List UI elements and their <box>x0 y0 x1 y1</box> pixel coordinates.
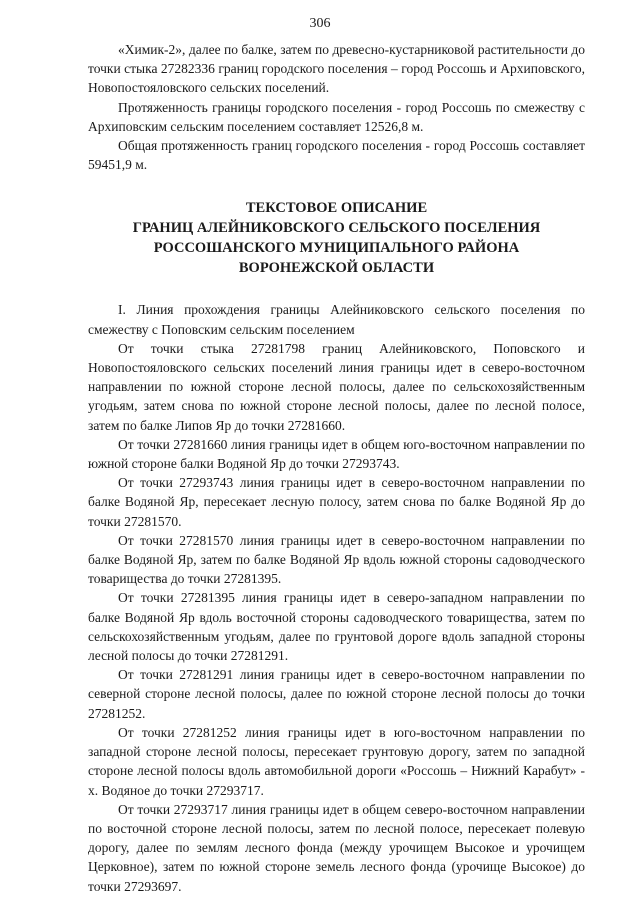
document-title <box>88 198 585 278</box>
intro-paragraph: «Химик-2», далее по балке, затем по древесно-кустарниковой растительности до точки стыка 27282336 границ городского поселения – город Россошь и Архиповского, Новопостояловского сельских поселений. <box>88 42 585 96</box>
section-heading: I. Линия прохождения границы Алейниковского сельского поселения по смежеству с Поповским сельским поселением <box>88 302 585 337</box>
title-line: ТЕКСТОВОЕ ОПИСАНИЕ <box>245 200 428 217</box>
title-line: РОССОШАНСКОГО МУНИЦИПАЛЬНОГО РАЙОНА <box>153 240 520 257</box>
body-paragraph: От точки 27281291 линия границы идет в северо-восточном направлении по северной стороне лесной полосы, далее по южной стороне лесной полосы до точки 27281252. <box>88 667 585 721</box>
document-body <box>88 40 585 896</box>
body-paragraph: От точки 27281395 линия границы идет в северо-западном направлении по балке Водяной Яр вдоль восточной стороны садоводческого товарищества, затем по сельскохозяйственным угодьям, далее по грунтовой дороге вдоль западной стороны лесной полосы до точки 27281291. <box>88 590 585 664</box>
intro-paragraph: Протяженность границы городского поселения - город Россошь по смежеству с Архиповским сельским поселением составляет 12526,8 м. <box>88 99 585 134</box>
title-line: ГРАНИЦ АЛЕЙНИКОВСКОГО СЕЛЬСКОГО ПОСЕЛЕНИЯ <box>132 220 541 237</box>
body-paragraph: От точки 27281570 линия границы идет в северо-восточном направлении по балке Водяной Яр, затем по балке Водяной Яр вдоль южной стороны садоводческого товарищества до точки 27281395. <box>88 532 585 587</box>
body-paragraph: От точки стыка 27281798 границ Алейниковского, Поповского и Новопостояловского сельских поселений линия границы идет в северо-восточном направлении по южной стороне лесной полосы, далее по сельскохозяйственным угодьям, затем снова по южной стороне лесной полосы, далее по лесной полосе, затем по балке Липов Яр до точки 27281660. <box>88 340 585 433</box>
body-paragraph: От точки 27281660 линия границы идет в общем юго-восточном направлении по южной стороне балки Водяной Яр до точки 27293743. <box>88 436 585 472</box>
title-line: ВОРОНЕЖСКОЙ ОБЛАСТИ <box>238 260 435 277</box>
body-paragraph: От точки 27281252 линия границы идет в юго-восточном направлении по западной стороне лесной полосы, пересекает грунтовую дорогу, затем по западной стороне лесной полосы вдоль автомобильной дороги «Россошь – Нижний Карабут» - х. Водяное до точки 27293717. <box>88 724 585 798</box>
intro-paragraph: Общая протяженность границ городского поселения - город Россошь составляет 59451,9 м. <box>88 138 585 173</box>
body-paragraph: От точки 27293717 линия границы идет в общем северо-восточном направлении по восточной стороне лесной полосы, затем по лесной полосе, пересекает полевую дорогу, далее по землям лесного фонда (между урочищем Высокое и урочищем Церковное), затем по южной стороне земель лесного фонда (урочище Высокое) до точки 27293697. <box>88 801 585 894</box>
page-number: 306 <box>309 16 331 31</box>
body-paragraph: От точки 27293743 линия границы идет в северо-восточном направлении по балке Водяной Яр, пересекает лесную полосу, затем снова по балке Водяной Яр до точки 27281570. <box>88 475 585 529</box>
